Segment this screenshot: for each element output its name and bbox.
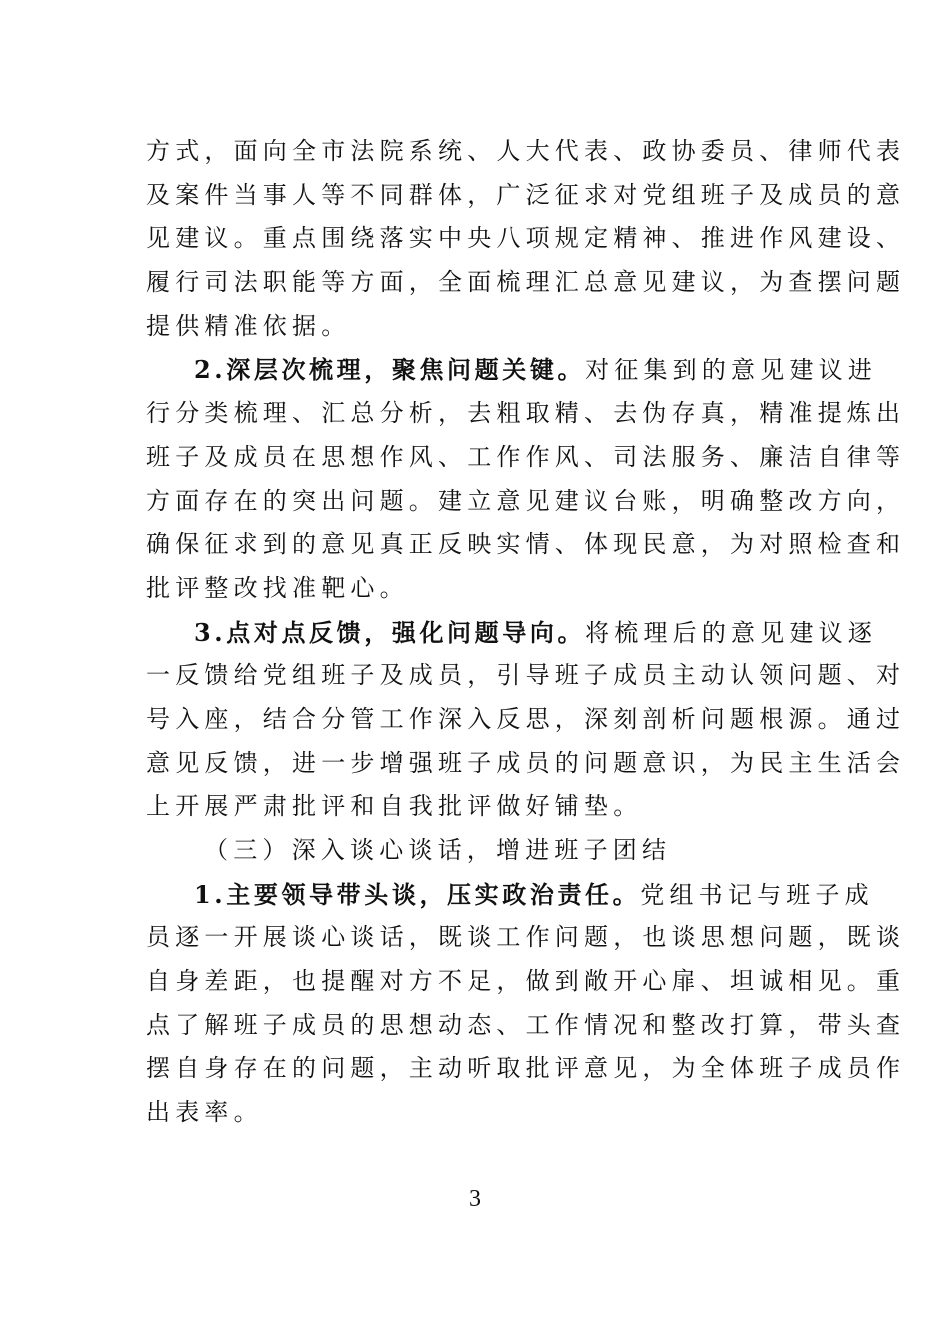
text-line bbox=[146, 130, 906, 174]
text-segment: 员逐一开展谈心谈话，既谈工作问题，也谈思想问题，既谈 bbox=[146, 923, 906, 952]
text-segment: 自身差距，也提醒对方不足，做到敞开心扉、坦诚相见。重 bbox=[146, 967, 906, 996]
text-segment: 确保征求到的意见真正反映实情、体现民意，为对照检查和 bbox=[146, 530, 906, 559]
text-line bbox=[146, 217, 906, 261]
text-line bbox=[146, 785, 808, 829]
text-line bbox=[146, 654, 906, 698]
text-line bbox=[146, 392, 906, 436]
text-segment: 批评整改找准靶心。 bbox=[146, 573, 409, 602]
text-line bbox=[146, 305, 808, 349]
text-segment: 摆自身存在的问题，主动听取批评意见，为全体班子成员作 bbox=[146, 1054, 906, 1083]
text-segment: （三）深入谈心谈话，增进班子团结 bbox=[204, 836, 672, 864]
text-segment: 党组书记与班子成 bbox=[640, 880, 874, 909]
text-line bbox=[146, 611, 878, 655]
text-line bbox=[146, 480, 906, 524]
text-line bbox=[146, 742, 906, 786]
text-segment: 号入座，结合分管工作深入反思，深刻剖析问题根源。通过 bbox=[146, 704, 906, 733]
text-segment: 上开展严肃批评和自我批评做好铺垫。 bbox=[146, 792, 643, 821]
text-segment: 方式，面向全市法院系统、人大代表、政协委员、律师代表 bbox=[146, 137, 906, 165]
text-segment: 对征集到的意见建议进 bbox=[585, 356, 878, 385]
text-segment: 将梳理后的意见建议逐 bbox=[585, 618, 878, 647]
text-segment: 出表率。 bbox=[146, 1098, 263, 1127]
bold-lead-phrase: 3.点对点反馈，强化问题导向。 bbox=[194, 617, 586, 647]
text-line bbox=[146, 1047, 906, 1091]
text-line bbox=[146, 436, 906, 480]
bold-lead-phrase: 1.主要领导带头谈，压实政治责任。 bbox=[194, 879, 641, 909]
text-line bbox=[146, 348, 878, 392]
text-line bbox=[146, 698, 906, 742]
text-line bbox=[146, 960, 906, 1004]
text-line bbox=[146, 523, 906, 567]
bold-lead-phrase: 2.深层次梳理，聚焦问题关键。 bbox=[194, 355, 586, 385]
text-segment: 行分类梳理、汇总分析，去粗取精、去伪存真，精准提炼出 bbox=[146, 399, 906, 428]
page-number: 3 bbox=[469, 1186, 481, 1212]
text-line bbox=[146, 1091, 808, 1135]
text-segment: 履行司法职能等方面，全面梳理汇总意见建议，为查摆问题 bbox=[146, 268, 906, 297]
text-segment: 及案件当事人等不同群体，广泛征求对党组班子及成员的意 bbox=[146, 180, 906, 209]
section-subheading bbox=[146, 829, 808, 873]
text-segment: 一反馈给党组班子及成员，引导班子成员主动认领问题、对 bbox=[146, 661, 906, 690]
text-line bbox=[146, 174, 906, 218]
text-line bbox=[146, 1004, 906, 1048]
text-line bbox=[146, 567, 808, 611]
text-segment: 方面存在的突出问题。建立意见建议台账，明确整改方向， bbox=[146, 486, 906, 515]
text-segment: 班子及成员在思想作风、工作作风、司法服务、廉洁自律等 bbox=[146, 442, 906, 471]
text-segment: 提供精准依据。 bbox=[146, 311, 351, 340]
text-line bbox=[146, 916, 906, 960]
text-segment: 意见反馈，进一步增强班子成员的问题意识，为民主生活会 bbox=[146, 748, 906, 777]
text-line bbox=[146, 261, 906, 305]
body-text bbox=[146, 130, 906, 1135]
text-segment: 点了解班子成员的思想动态、工作情况和整改打算，带头查 bbox=[146, 1010, 906, 1039]
text-segment: 见建议。重点围绕落实中央八项规定精神、推进作风建设、 bbox=[146, 224, 906, 253]
text-line bbox=[146, 873, 874, 917]
